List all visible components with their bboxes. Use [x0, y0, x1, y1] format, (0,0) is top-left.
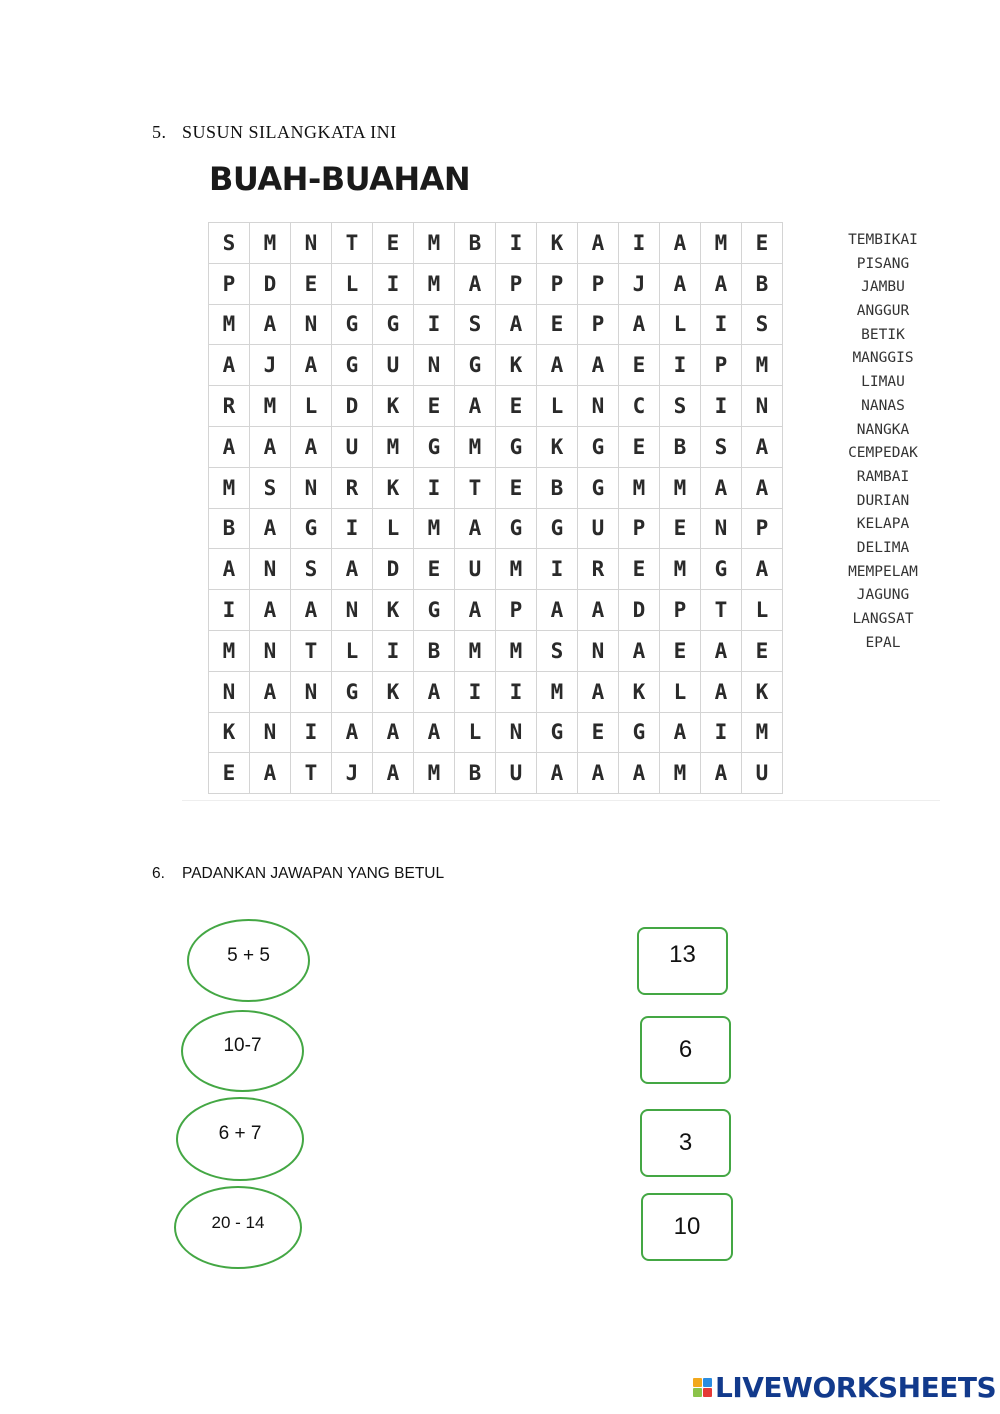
grid-cell[interactable]: E: [619, 549, 660, 590]
grid-cell[interactable]: S: [537, 630, 578, 671]
word-list-item: JAGUNG: [856, 587, 910, 604]
grid-row: [209, 426, 783, 467]
grid-cell[interactable]: A: [373, 753, 414, 794]
grid-cell[interactable]: N: [332, 590, 373, 631]
grid-cell[interactable]: N: [291, 304, 332, 345]
grid-row: [209, 671, 783, 712]
grid-cell[interactable]: J: [332, 753, 373, 794]
grid-cell[interactable]: A: [291, 426, 332, 467]
grid-cell[interactable]: U: [455, 549, 496, 590]
grid-cell[interactable]: A: [209, 549, 250, 590]
grid-cell[interactable]: E: [496, 467, 537, 508]
grid-cell[interactable]: L: [291, 386, 332, 427]
grid-cell[interactable]: E: [619, 426, 660, 467]
grid-row: [209, 712, 783, 753]
grid-cell[interactable]: A: [701, 671, 742, 712]
grid-row: [209, 630, 783, 671]
grid-cell[interactable]: M: [209, 304, 250, 345]
grid-cell[interactable]: G: [455, 345, 496, 386]
grid-row: [209, 304, 783, 345]
grid-cell[interactable]: A: [291, 345, 332, 386]
word-list-item: JAMBU: [861, 279, 905, 296]
question-5-heading: [152, 122, 397, 143]
grid-cell[interactable]: A: [414, 712, 455, 753]
grid-cell[interactable]: K: [537, 223, 578, 264]
grid-cell[interactable]: L: [660, 304, 701, 345]
grid-row: [209, 753, 783, 794]
grid-cell[interactable]: P: [742, 508, 783, 549]
grid-cell[interactable]: E: [742, 630, 783, 671]
grid-cell[interactable]: A: [250, 753, 291, 794]
grid-cell[interactable]: G: [414, 426, 455, 467]
grid-cell[interactable]: P: [209, 263, 250, 304]
grid-cell[interactable]: L: [332, 630, 373, 671]
grid-cell[interactable]: B: [660, 426, 701, 467]
grid-cell[interactable]: J: [619, 263, 660, 304]
grid-cell[interactable]: A: [701, 630, 742, 671]
grid-cell[interactable]: L: [455, 712, 496, 753]
word-list: [832, 229, 934, 655]
grid-cell[interactable]: A: [742, 426, 783, 467]
grid-cell[interactable]: N: [742, 386, 783, 427]
grid-cell[interactable]: I: [537, 549, 578, 590]
grid-cell[interactable]: T: [701, 590, 742, 631]
section-divider: [182, 800, 940, 801]
grid-cell[interactable]: A: [455, 386, 496, 427]
grid-cell[interactable]: I: [291, 712, 332, 753]
grid-cell[interactable]: S: [701, 426, 742, 467]
grid-cell[interactable]: E: [742, 223, 783, 264]
grid-cell[interactable]: S: [455, 304, 496, 345]
grid-cell[interactable]: B: [537, 467, 578, 508]
grid-cell[interactable]: A: [250, 508, 291, 549]
grid-cell[interactable]: M: [373, 426, 414, 467]
grid-row: [209, 467, 783, 508]
expression-text: 5 + 5: [227, 944, 270, 966]
word-list-item: NANAS: [861, 397, 905, 414]
grid-cell[interactable]: G: [537, 712, 578, 753]
grid-cell[interactable]: R: [209, 386, 250, 427]
grid-cell[interactable]: T: [291, 630, 332, 671]
question-5-instruction: SUSUN SILANGKATA INI: [182, 122, 397, 142]
grid-cell[interactable]: K: [373, 671, 414, 712]
grid-cell[interactable]: M: [250, 386, 291, 427]
liveworksheets-logo-text: LIVEWORKSHEETS: [715, 1371, 997, 1404]
grid-cell[interactable]: G: [332, 671, 373, 712]
grid-cell[interactable]: B: [209, 508, 250, 549]
grid-cell[interactable]: A: [660, 223, 701, 264]
grid-cell[interactable]: A: [578, 753, 619, 794]
grid-cell[interactable]: I: [701, 304, 742, 345]
grid-cell[interactable]: M: [414, 263, 455, 304]
grid-cell[interactable]: A: [578, 223, 619, 264]
grid-cell[interactable]: A: [701, 467, 742, 508]
word-list-item: LIMAU: [861, 374, 905, 391]
grid-cell[interactable]: T: [332, 223, 373, 264]
answer-box[interactable]: [640, 1016, 731, 1084]
grid-cell[interactable]: S: [660, 386, 701, 427]
grid-cell[interactable]: M: [701, 223, 742, 264]
grid-cell[interactable]: A: [660, 712, 701, 753]
grid-cell[interactable]: G: [496, 508, 537, 549]
grid-cell[interactable]: E: [414, 386, 455, 427]
grid-cell[interactable]: K: [373, 590, 414, 631]
grid-cell[interactable]: K: [373, 467, 414, 508]
liveworksheets-logo-icon: [693, 1378, 712, 1397]
expression-text: 6 + 7: [218, 1123, 262, 1144]
grid-cell[interactable]: M: [414, 223, 455, 264]
word-list-item: RAMBAI: [856, 468, 910, 485]
grid-cell[interactable]: I: [701, 386, 742, 427]
grid-cell[interactable]: R: [578, 549, 619, 590]
grid-cell[interactable]: I: [455, 671, 496, 712]
puzzle-title: BUAH-BUAHAN: [209, 160, 471, 198]
grid-cell[interactable]: A: [455, 508, 496, 549]
logo-square: [693, 1388, 702, 1397]
grid-cell[interactable]: B: [742, 263, 783, 304]
grid-cell[interactable]: U: [496, 753, 537, 794]
grid-row: [209, 590, 783, 631]
grid-cell[interactable]: N: [250, 630, 291, 671]
grid-cell[interactable]: G: [291, 508, 332, 549]
grid-cell[interactable]: N: [291, 223, 332, 264]
answer-text: 10: [673, 1213, 701, 1240]
grid-cell[interactable]: A: [578, 345, 619, 386]
grid-cell[interactable]: G: [332, 304, 373, 345]
answer-box[interactable]: [641, 1193, 733, 1261]
word-search-grid: [208, 222, 783, 794]
grid-cell[interactable]: E: [537, 304, 578, 345]
grid-cell[interactable]: M: [455, 426, 496, 467]
grid-cell[interactable]: N: [414, 345, 455, 386]
grid-cell[interactable]: N: [291, 671, 332, 712]
grid-cell[interactable]: I: [209, 590, 250, 631]
answer-text: 6: [678, 1036, 693, 1063]
grid-cell[interactable]: C: [619, 386, 660, 427]
word-list-item: ANGGUR: [856, 303, 910, 320]
grid-cell[interactable]: G: [537, 508, 578, 549]
grid-cell[interactable]: D: [373, 549, 414, 590]
grid-cell[interactable]: K: [742, 671, 783, 712]
word-list-item: CEMPEDAK: [848, 445, 918, 462]
grid-cell[interactable]: K: [209, 712, 250, 753]
grid-cell[interactable]: A: [209, 345, 250, 386]
grid-cell[interactable]: E: [291, 263, 332, 304]
grid-cell[interactable]: A: [250, 304, 291, 345]
grid-cell[interactable]: I: [496, 671, 537, 712]
grid-cell[interactable]: I: [373, 263, 414, 304]
grid-cell[interactable]: S: [209, 223, 250, 264]
grid-cell[interactable]: S: [742, 304, 783, 345]
expression-oval[interactable]: [181, 1010, 304, 1092]
grid-row: [209, 263, 783, 304]
grid-cell[interactable]: A: [250, 426, 291, 467]
grid-cell[interactable]: A: [332, 712, 373, 753]
grid-cell[interactable]: L: [373, 508, 414, 549]
grid-cell[interactable]: A: [701, 753, 742, 794]
grid-cell[interactable]: G: [332, 345, 373, 386]
grid-cell[interactable]: M: [209, 630, 250, 671]
grid-cell[interactable]: P: [496, 263, 537, 304]
grid-cell[interactable]: I: [496, 223, 537, 264]
grid-cell[interactable]: A: [537, 345, 578, 386]
grid-cell[interactable]: N: [250, 549, 291, 590]
grid-cell[interactable]: N: [578, 386, 619, 427]
logo-square: [703, 1388, 712, 1397]
grid-cell[interactable]: A: [414, 671, 455, 712]
grid-cell[interactable]: P: [701, 345, 742, 386]
grid-cell[interactable]: I: [373, 630, 414, 671]
grid-cell[interactable]: M: [537, 671, 578, 712]
grid-cell[interactable]: A: [250, 590, 291, 631]
grid-row: [209, 549, 783, 590]
grid-cell[interactable]: J: [250, 345, 291, 386]
grid-cell[interactable]: M: [455, 630, 496, 671]
word-list-item: LANGSAT: [852, 611, 914, 627]
grid-cell[interactable]: A: [537, 753, 578, 794]
word-list-item: MANGGIS: [852, 350, 914, 367]
question-6-instruction: PADANKAN JAWAPAN YANG BETUL: [182, 865, 445, 882]
grid-cell[interactable]: E: [578, 712, 619, 753]
grid-cell[interactable]: M: [660, 467, 701, 508]
grid-cell[interactable]: E: [373, 223, 414, 264]
grid-cell[interactable]: E: [660, 508, 701, 549]
grid-cell[interactable]: M: [496, 630, 537, 671]
grid-cell[interactable]: I: [660, 345, 701, 386]
grid-cell[interactable]: P: [578, 304, 619, 345]
grid-cell[interactable]: M: [660, 549, 701, 590]
grid-cell[interactable]: M: [209, 467, 250, 508]
grid-cell[interactable]: M: [660, 753, 701, 794]
expression-text: 10-7: [223, 1035, 262, 1056]
grid-row: [209, 345, 783, 386]
grid-cell[interactable]: I: [619, 223, 660, 264]
expression-oval[interactable]: [174, 1186, 302, 1269]
grid-cell[interactable]: G: [373, 304, 414, 345]
grid-cell[interactable]: R: [332, 467, 373, 508]
grid-cell[interactable]: E: [660, 630, 701, 671]
grid-cell[interactable]: I: [414, 304, 455, 345]
grid-cell[interactable]: K: [373, 386, 414, 427]
grid-cell[interactable]: A: [250, 671, 291, 712]
grid-cell[interactable]: A: [660, 263, 701, 304]
grid-cell[interactable]: A: [742, 467, 783, 508]
grid-cell[interactable]: S: [291, 549, 332, 590]
word-list-item: KELAPA: [856, 516, 910, 533]
grid-cell[interactable]: D: [250, 263, 291, 304]
grid-cell[interactable]: K: [537, 426, 578, 467]
grid-cell[interactable]: N: [496, 712, 537, 753]
logo-square: [703, 1378, 712, 1387]
grid-row: [209, 508, 783, 549]
expression-text: 20 - 14: [211, 1212, 265, 1232]
grid-cell[interactable]: U: [332, 426, 373, 467]
grid-cell[interactable]: U: [578, 508, 619, 549]
grid-cell[interactable]: G: [619, 712, 660, 753]
grid-cell[interactable]: A: [291, 590, 332, 631]
grid-cell[interactable]: A: [455, 263, 496, 304]
grid-cell[interactable]: K: [619, 671, 660, 712]
grid-cell[interactable]: G: [496, 426, 537, 467]
answer-text: 3: [678, 1129, 693, 1156]
grid-cell[interactable]: N: [250, 712, 291, 753]
grid-cell[interactable]: P: [496, 590, 537, 631]
grid-cell[interactable]: S: [250, 467, 291, 508]
grid-cell[interactable]: A: [701, 263, 742, 304]
grid-cell[interactable]: N: [578, 630, 619, 671]
word-list-item: TEMBIKAI: [848, 232, 918, 248]
grid-cell[interactable]: A: [619, 630, 660, 671]
grid-cell[interactable]: G: [578, 467, 619, 508]
grid-cell[interactable]: P: [578, 263, 619, 304]
grid-row: [209, 386, 783, 427]
grid-cell[interactable]: M: [250, 223, 291, 264]
word-list-item: PISANG: [856, 255, 910, 272]
answer-text: 13: [669, 941, 696, 968]
word-list-item: EPAL: [865, 634, 901, 651]
grid-cell[interactable]: A: [619, 304, 660, 345]
grid-cell[interactable]: N: [209, 671, 250, 712]
expression-oval[interactable]: [176, 1097, 304, 1181]
grid-cell[interactable]: L: [660, 671, 701, 712]
grid-cell[interactable]: A: [373, 712, 414, 753]
word-list-item: NANGKA: [856, 421, 910, 438]
grid-cell[interactable]: I: [414, 467, 455, 508]
grid-cell[interactable]: N: [291, 467, 332, 508]
word-list-item: DELIMA: [856, 539, 910, 556]
grid-cell[interactable]: A: [209, 426, 250, 467]
grid-cell[interactable]: A: [496, 304, 537, 345]
word-list-item: DURIAN: [856, 492, 910, 509]
grid-cell[interactable]: P: [619, 508, 660, 549]
grid-cell[interactable]: M: [619, 467, 660, 508]
question-6-number: 6.: [152, 865, 165, 882]
grid-cell[interactable]: D: [332, 386, 373, 427]
word-list-item: BETIK: [861, 326, 905, 343]
grid-cell[interactable]: I: [332, 508, 373, 549]
question-5-number: 5.: [152, 122, 167, 142]
grid-cell[interactable]: T: [291, 753, 332, 794]
grid-cell[interactable]: T: [455, 467, 496, 508]
grid-cell[interactable]: B: [414, 630, 455, 671]
grid-cell[interactable]: A: [455, 590, 496, 631]
expression-oval[interactable]: [187, 919, 310, 1002]
grid-cell[interactable]: U: [373, 345, 414, 386]
grid-cell[interactable]: M: [496, 549, 537, 590]
grid-cell[interactable]: A: [537, 590, 578, 631]
grid-cell[interactable]: A: [332, 549, 373, 590]
grid-cell[interactable]: K: [496, 345, 537, 386]
grid-cell[interactable]: B: [455, 753, 496, 794]
answer-box[interactable]: [637, 927, 728, 995]
grid-cell[interactable]: L: [537, 386, 578, 427]
grid-cell[interactable]: G: [414, 590, 455, 631]
grid-cell[interactable]: U: [742, 753, 783, 794]
grid-cell[interactable]: G: [578, 426, 619, 467]
grid-cell[interactable]: D: [619, 590, 660, 631]
grid-cell[interactable]: A: [578, 671, 619, 712]
grid-cell[interactable]: B: [455, 223, 496, 264]
grid-cell[interactable]: M: [414, 753, 455, 794]
grid-cell[interactable]: A: [619, 753, 660, 794]
answer-box[interactable]: [640, 1109, 731, 1177]
grid-cell[interactable]: L: [332, 263, 373, 304]
grid-cell[interactable]: L: [742, 590, 783, 631]
logo-square: [693, 1378, 702, 1387]
grid-cell[interactable]: A: [578, 590, 619, 631]
grid-cell[interactable]: A: [742, 549, 783, 590]
grid-cell[interactable]: E: [619, 345, 660, 386]
grid-cell[interactable]: E: [496, 386, 537, 427]
grid-cell[interactable]: E: [414, 549, 455, 590]
grid-cell[interactable]: I: [701, 712, 742, 753]
grid-cell[interactable]: G: [701, 549, 742, 590]
grid-cell[interactable]: M: [742, 712, 783, 753]
grid-cell[interactable]: M: [742, 345, 783, 386]
grid-cell[interactable]: N: [701, 508, 742, 549]
question-6-heading: [152, 865, 444, 883]
word-list-item: MEMPELAM: [848, 563, 918, 580]
grid-cell[interactable]: E: [209, 753, 250, 794]
grid-cell[interactable]: P: [660, 590, 701, 631]
grid-cell[interactable]: M: [414, 508, 455, 549]
grid-row: [209, 223, 783, 264]
liveworksheets-logo[interactable]: [693, 1371, 996, 1404]
grid-cell[interactable]: P: [537, 263, 578, 304]
